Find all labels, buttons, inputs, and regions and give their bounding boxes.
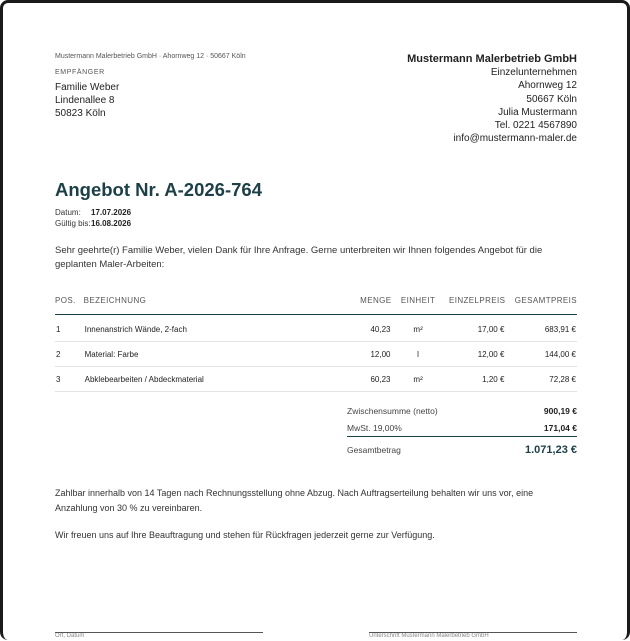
row-unit: m² [392, 315, 445, 342]
recipient-city: 50823 Köln [55, 108, 106, 119]
subtotal-row [347, 402, 577, 419]
grand-total-label: Gesamtbetrag [347, 445, 401, 455]
company-owner: Julia Mustermann [498, 106, 577, 118]
table-header-row [55, 293, 577, 315]
company-name: Mustermann Malerbetrieb GmbH [407, 53, 577, 65]
company-legal-form: Einzelunternehmen [490, 67, 577, 78]
recipient-name: Familie Weber [55, 82, 120, 93]
vat-value: 171,04 € [543, 422, 577, 433]
row-description: Innenanstrich Wände, 2-fach [84, 315, 348, 342]
row-total-price: 683,91 € [505, 315, 577, 342]
company-city: 50667 Köln [526, 93, 577, 105]
offer-title: Angebot Nr. A-2026-764 [55, 179, 262, 200]
header-pos: POS. [55, 293, 84, 315]
payment-terms-text: Zahlbar innerhalb von 14 Tagen nach Rechnungsstellung ohne Abzug. Nach Auftragserteilung behalten wir uns vor, eine Anzahlung von 30 % zu vereinbaren. [55, 488, 534, 513]
recipient-street: Lindenallee 8 [55, 95, 115, 106]
recipient-address [55, 81, 119, 120]
recipient-label: EMPFÄNGER [55, 69, 105, 76]
row-total-price: 72,28 € [505, 367, 577, 392]
row-quantity: 12,00 [347, 342, 391, 367]
table-row [55, 342, 577, 367]
date-label: Datum: [55, 208, 81, 217]
row-quantity: 60,23 [347, 367, 391, 392]
grand-total-row [347, 441, 577, 459]
row-unit: l [392, 342, 445, 367]
row-pos: 3 [55, 367, 84, 392]
company-email: info@mustermann-maler.de [453, 133, 577, 145]
row-unit-price: 1,20 € [445, 367, 506, 392]
company-block [407, 52, 577, 146]
table-row [55, 367, 577, 392]
row-pos: 1 [55, 315, 84, 342]
offer-date: 17.07.2026 [91, 208, 132, 217]
totals-block [347, 402, 577, 459]
signature-line-right: Unterschrift Mustermann Malerbetrieb GmbH [369, 632, 577, 641]
row-description: Material: Farbe [84, 342, 348, 367]
vat-row [347, 419, 577, 437]
subtotal-label: Zwischensumme (netto) [347, 405, 438, 416]
signature-line-left: Ort, Datum [55, 632, 263, 641]
company-phone: Tel. 0221 4567890 [494, 120, 577, 132]
company-street: Ahornweg 12 [518, 80, 577, 92]
closing-text: Wir freuen uns auf Ihre Beauftragung und stehen für Rückfragen jederzeit gerne zur Verfügung. [55, 530, 435, 540]
offer-meta [55, 207, 131, 229]
header-unit: EINHEIT [392, 293, 445, 315]
header-quantity: MENGE [347, 293, 391, 315]
line-items-table [55, 293, 577, 392]
row-quantity: 40,23 [347, 315, 391, 342]
row-unit-price: 17,00 € [445, 315, 506, 342]
row-unit: m² [392, 367, 445, 392]
vat-label: MwSt. 19,00% [347, 422, 402, 433]
row-pos: 2 [55, 342, 84, 367]
row-unit-price: 12,00 € [445, 342, 506, 367]
table-row [55, 315, 577, 342]
header-description: BEZEICHNUNG [84, 293, 348, 315]
header-total-price: GESAMTPREIS [505, 293, 577, 315]
header-unit-price: EINZELPREIS [445, 293, 506, 315]
row-total-price: 144,00 € [505, 342, 577, 367]
valid-until-label: Gültig bis: [55, 219, 91, 228]
subtotal-value: 900,19 € [543, 405, 577, 416]
sender-return-line: Mustermann Malerbetrieb GmbH · Ahornweg 12 · 50667 Köln [55, 53, 246, 60]
row-description: Abklebearbeiten / Abdeckmaterial [84, 367, 348, 392]
valid-until-date: 16.08.2026 [91, 219, 132, 228]
intro-text: Sehr geehrte(r) Familie Weber, vielen Dank für Ihre Anfrage. Gerne unterbreiten wir Ihnen folgendes Angebot für die geplanten Maler-Arbeiten: [55, 245, 543, 270]
grand-total-value: 1.071,23 € [525, 444, 577, 456]
